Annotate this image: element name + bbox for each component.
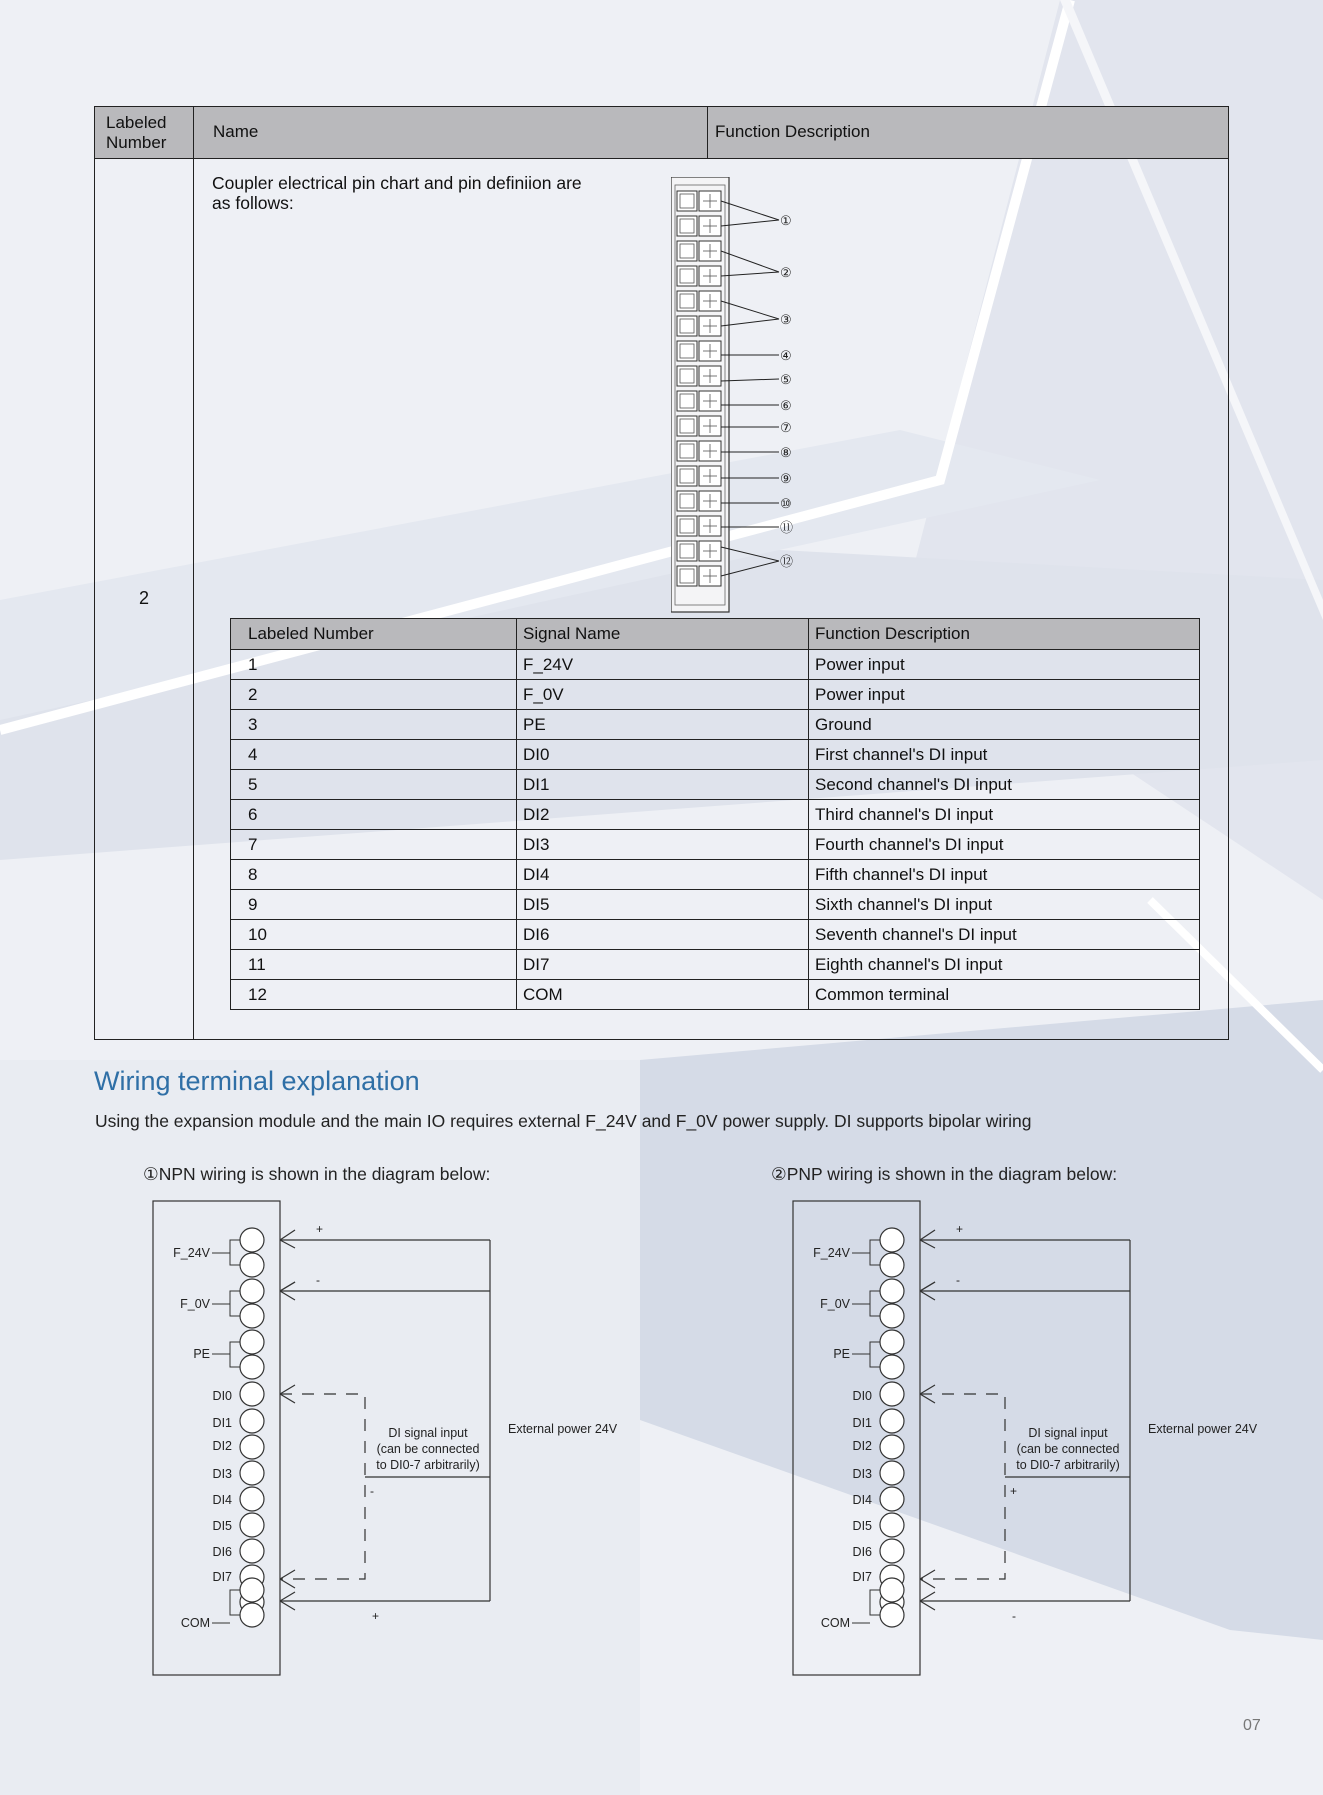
pin-signal-name: DI7 (517, 950, 809, 980)
callout-leader (721, 547, 779, 561)
pin-label: COM (180, 1616, 210, 1630)
callout-number: ⑨ (780, 471, 792, 486)
pin-labeled-number: 6 (231, 800, 517, 830)
pin-labeled-number: 5 (231, 770, 517, 800)
arrow (280, 1230, 295, 1240)
terminal-circle (880, 1539, 904, 1563)
arrow (280, 1240, 295, 1248)
pin-label: DI5 (852, 1519, 872, 1533)
callout-leader (721, 272, 779, 276)
pin-signal-name: DI0 (517, 740, 809, 770)
terminal-circle (240, 1253, 264, 1277)
section-title: Wiring terminal explanation (94, 1066, 420, 1096)
pin-function-description: Third channel's DI input (809, 800, 1200, 830)
pin-label: F_0V (820, 1297, 850, 1311)
terminal-circle (240, 1513, 264, 1537)
pin-label: DI7 (212, 1570, 232, 1584)
pin-table-row (231, 890, 1200, 920)
pin-signal-name: DI3 (517, 830, 809, 860)
pin-table-row (231, 980, 1200, 1010)
pin-label: DI2 (852, 1439, 872, 1453)
pin-label: COM (820, 1616, 850, 1630)
pin-table-row (231, 710, 1200, 740)
pin-labeled-number: 7 (231, 830, 517, 860)
pin-label: PE (833, 1347, 850, 1361)
callout-leader (721, 379, 779, 381)
terminal-circle (240, 1355, 264, 1379)
callout-leader (721, 251, 779, 272)
callout-number: ⑪ (780, 520, 794, 535)
pin-signal-name: PE (517, 710, 809, 740)
pin-label: DI1 (212, 1416, 232, 1430)
terminal-circle (880, 1603, 904, 1627)
di-signal-note: DI signal input (1028, 1426, 1108, 1440)
terminal-circle (240, 1603, 264, 1627)
pin-label: DI5 (212, 1519, 232, 1533)
pin-label: DI4 (852, 1493, 872, 1507)
callout-number: ⑫ (780, 554, 794, 569)
wire-di-dashed (920, 1394, 1005, 1579)
arrow (280, 1385, 295, 1588)
terminal-circle (240, 1304, 264, 1328)
bracket (870, 1291, 880, 1316)
pin-label: F_24V (813, 1246, 850, 1260)
bracket (870, 1590, 880, 1615)
npn-caption: ①NPN wiring is shown in the diagram below: (143, 1164, 491, 1184)
callout-number: ⑦ (780, 420, 792, 435)
connector-pin-chart (671, 177, 851, 622)
pin-header-labeled-number: Labeled Number (231, 619, 517, 650)
pin-header-signal-name: Signal Name (517, 619, 809, 650)
pin-labeled-number: 11 (231, 950, 517, 980)
terminal-circle (880, 1304, 904, 1328)
callout-number: ② (780, 265, 792, 280)
pin-signal-name: F_0V (517, 680, 809, 710)
main-table (94, 106, 1229, 1040)
pin-function-description: Power input (809, 650, 1200, 680)
pin-label: DI2 (212, 1439, 232, 1453)
section-description: Using the expansion module and the main IO requires external F_24V and F_0V power supply. DI supports bipolar wiring (95, 1111, 1032, 1131)
terminal-circle (880, 1435, 904, 1459)
pin-label: DI3 (852, 1467, 872, 1481)
terminal-circle (240, 1382, 264, 1406)
pin-table-row (231, 770, 1200, 800)
pin-table-row (231, 950, 1200, 980)
row-labeled-number: 2 (138, 588, 149, 608)
polarity-sign: + (316, 1222, 324, 1236)
pin-function-description: Fifth channel's DI input (809, 860, 1200, 890)
pin-table-row (231, 800, 1200, 830)
pin-labeled-number: 4 (231, 740, 517, 770)
pin-label: DI4 (212, 1493, 232, 1507)
terminal-circle (880, 1279, 904, 1303)
pin-table-row (231, 860, 1200, 890)
callout-number: ⑥ (780, 398, 792, 413)
pin-label: DI3 (212, 1467, 232, 1481)
callout-leader (721, 319, 779, 326)
pin-labeled-number: 8 (231, 860, 517, 890)
polarity-sign: + (1010, 1484, 1018, 1498)
pin-label: DI6 (212, 1545, 232, 1559)
terminal-circle (880, 1228, 904, 1252)
pin-signal-name: DI4 (517, 860, 809, 890)
external-power-label: External power 24V (1148, 1422, 1258, 1436)
pin-function-description: Seventh channel's DI input (809, 920, 1200, 950)
terminal-circle (240, 1435, 264, 1459)
terminal-circle (880, 1578, 904, 1602)
bracket (870, 1342, 880, 1367)
bracket (230, 1342, 240, 1367)
page-number: 07 (1243, 1717, 1261, 1734)
pin-signal-name: DI1 (517, 770, 809, 800)
pin-table-header-row (231, 619, 1200, 650)
header-labeled-number: Labeled Number (106, 113, 167, 152)
terminal-circle (240, 1578, 264, 1602)
pin-table-row (231, 740, 1200, 770)
npn-wiring-diagram (140, 1190, 640, 1680)
terminal-circle (880, 1487, 904, 1511)
pin-table-row (231, 830, 1200, 860)
pin-signal-name: F_24V (517, 650, 809, 680)
pin-function-description: Ground (809, 710, 1200, 740)
callout-number: ④ (780, 348, 792, 363)
header-name: Name (213, 122, 259, 141)
bracket (230, 1590, 240, 1615)
arrow (920, 1385, 935, 1588)
pin-labeled-number: 1 (231, 650, 517, 680)
callout-leader (721, 561, 779, 576)
callout-number: ⑩ (780, 496, 792, 511)
pin-labeled-number: 12 (231, 980, 517, 1010)
pin-function-description: Eighth channel's DI input (809, 950, 1200, 980)
arrow (920, 1230, 935, 1240)
terminal-circle (240, 1409, 264, 1433)
terminal-circle (880, 1513, 904, 1537)
polarity-sign: + (372, 1609, 380, 1623)
pin-label: PE (193, 1347, 210, 1361)
pin-signal-name: DI6 (517, 920, 809, 950)
pin-function-description: Sixth channel's DI input (809, 890, 1200, 920)
di-signal-note: to DI0-7 arbitrarily) (376, 1458, 480, 1472)
pin-label: DI6 (852, 1545, 872, 1559)
di-signal-note: to DI0-7 arbitrarily) (1016, 1458, 1120, 1472)
main-table-header (95, 107, 1228, 159)
terminal-circle (240, 1461, 264, 1485)
pin-function-description: Power input (809, 680, 1200, 710)
pin-table-row (231, 650, 1200, 680)
callout-leader (721, 201, 779, 220)
pin-labeled-number: 2 (231, 680, 517, 710)
external-power-label: External power 24V (508, 1422, 618, 1436)
callout-number: ① (780, 213, 792, 228)
callout-number: ⑧ (780, 445, 792, 460)
callout-number: ⑤ (780, 372, 792, 387)
callout-number: ③ (780, 312, 792, 327)
pin-label: F_0V (180, 1297, 210, 1311)
pin-table-row (231, 920, 1200, 950)
di-signal-note: (can be connected (1016, 1442, 1120, 1456)
bracket (230, 1240, 240, 1265)
polarity-sign: + (956, 1222, 964, 1236)
polarity-sign: - (370, 1484, 374, 1498)
pin-label: DI0 (212, 1389, 232, 1403)
pin-function-description: Second channel's DI input (809, 770, 1200, 800)
pnp-caption: ②PNP wiring is shown in the diagram below: (771, 1164, 1118, 1184)
pin-function-description: First channel's DI input (809, 740, 1200, 770)
pin-chart-intro: Coupler electrical pin chart and pin definiion are as follows: (212, 173, 582, 213)
terminal-circle (880, 1461, 904, 1485)
wire-di-dashed (280, 1394, 365, 1579)
terminal-circle (880, 1253, 904, 1277)
callout-leader (721, 301, 779, 319)
header-function-description: Function Description (715, 122, 870, 141)
pin-function-description: Common terminal (809, 980, 1200, 1010)
terminal-circle (240, 1539, 264, 1563)
pin-header-function-description: Function Description (809, 619, 1200, 650)
pin-signal-name: COM (517, 980, 809, 1010)
pin-label: DI7 (852, 1570, 872, 1584)
pin-definition-table (230, 618, 1200, 1010)
pin-function-description: Fourth channel's DI input (809, 830, 1200, 860)
polarity-sign: - (1012, 1609, 1016, 1623)
pin-label: DI0 (852, 1389, 872, 1403)
terminal-circle (240, 1279, 264, 1303)
pin-labeled-number: 3 (231, 710, 517, 740)
terminal-circle (880, 1355, 904, 1379)
arrow (920, 1240, 935, 1248)
di-signal-note: DI signal input (388, 1426, 468, 1440)
pin-labeled-number: 10 (231, 920, 517, 950)
di-signal-note: (can be connected (376, 1442, 480, 1456)
pin-signal-name: DI2 (517, 800, 809, 830)
terminal-circle (880, 1330, 904, 1354)
polarity-sign: - (956, 1273, 960, 1287)
terminal-circle (240, 1487, 264, 1511)
callout-leader (721, 220, 779, 226)
polarity-sign: - (316, 1273, 320, 1287)
pin-label: DI1 (852, 1416, 872, 1430)
pin-labeled-number: 9 (231, 890, 517, 920)
terminal-circle (240, 1228, 264, 1252)
bracket (230, 1291, 240, 1316)
pin-table-row (231, 680, 1200, 710)
pin-signal-name: DI5 (517, 890, 809, 920)
terminal-circle (880, 1382, 904, 1406)
bracket (870, 1240, 880, 1265)
pin-label: F_24V (173, 1246, 210, 1260)
terminal-circle (880, 1409, 904, 1433)
pnp-wiring-diagram (780, 1190, 1280, 1680)
terminal-circle (240, 1330, 264, 1354)
